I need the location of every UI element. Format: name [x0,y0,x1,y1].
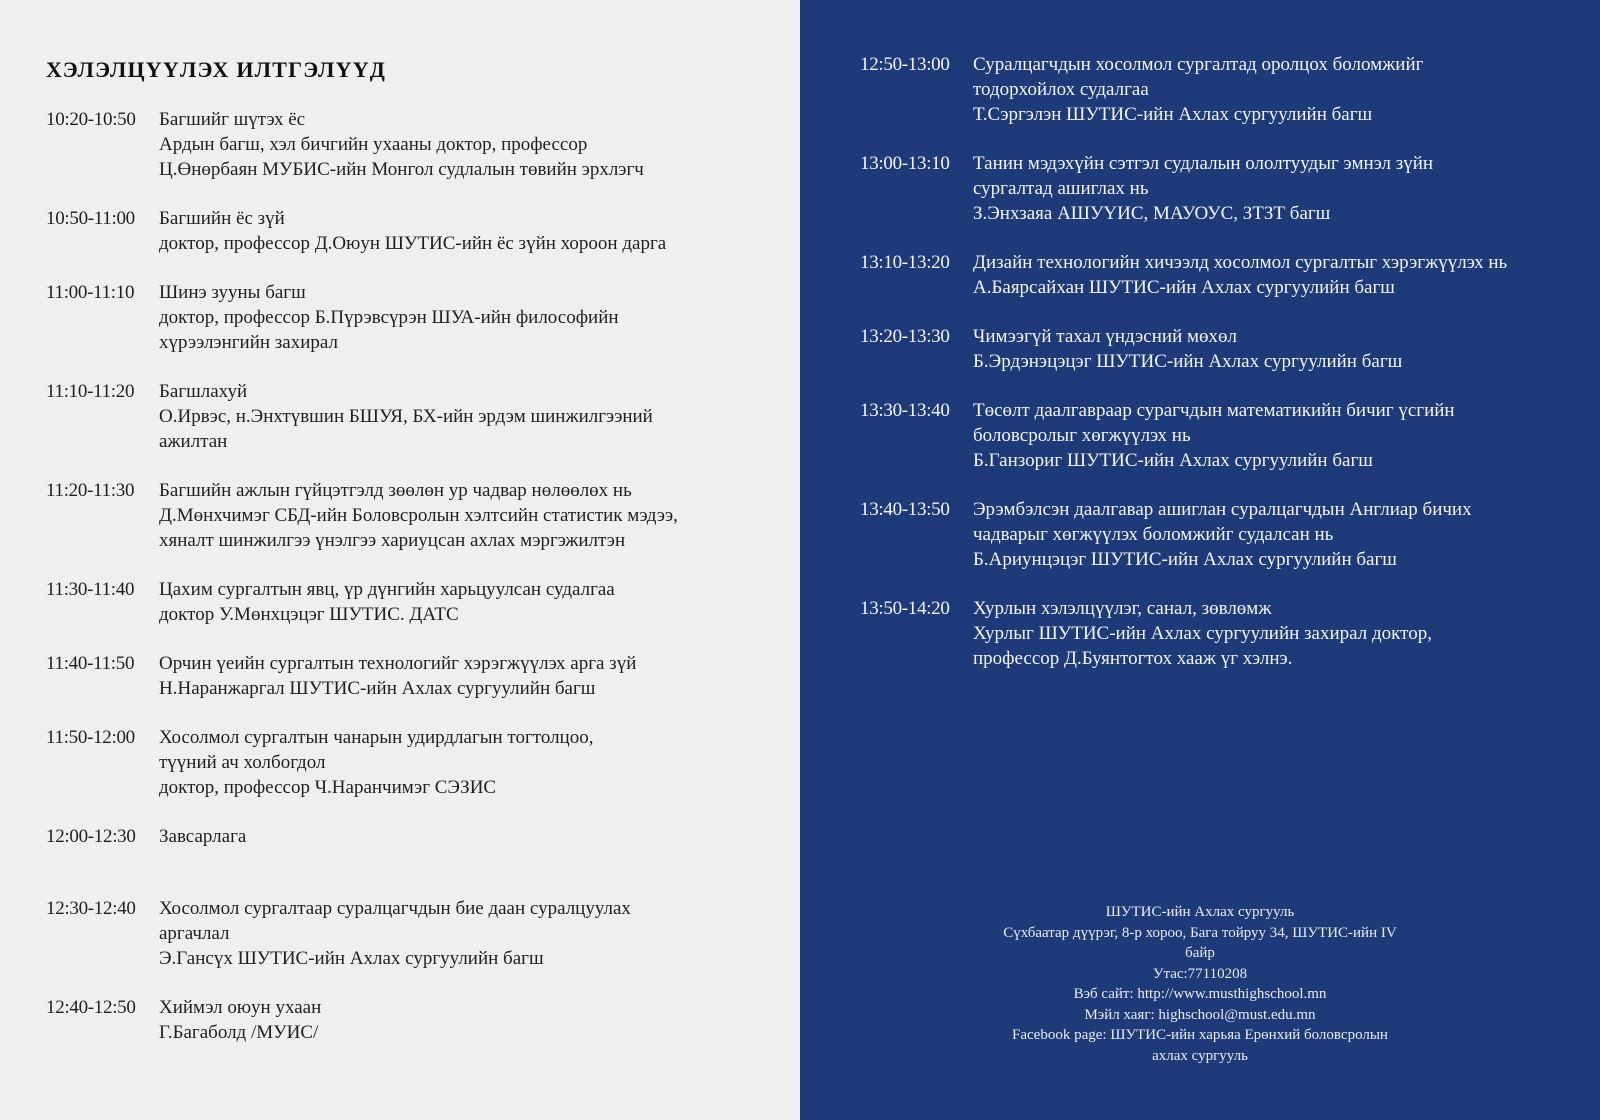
schedule-entry [46,577,800,627]
schedule-details [159,107,800,182]
schedule-time: 11:50-12:00 [46,727,135,748]
talk-title: Багшийн ёс зүй [159,208,285,229]
schedule-entry [860,497,1600,572]
schedule-time: 13:10-13:20 [860,252,950,273]
speaker-info: аргачлал [159,923,230,944]
schedule-entry [46,107,800,182]
schedule-time: 13:40-13:50 [860,499,950,520]
schedule-entry [46,725,800,800]
talk-title: Төсөлт даалгавраар сурагчдын математикийн бичиг үсгийн [973,400,1455,421]
talk-title: Хосолмол сургалтын чанарын удирдлагын тогтолцоо, [159,727,594,748]
schedule-time: 13:50-14:20 [860,598,950,619]
schedule-details [973,596,1600,671]
speaker-info: О.Ирвэс, н.Энхтүвшин БШУЯ, БХ-ийн эрдэм шинжилгээний [159,406,653,427]
talk-title: Хосолмол сургалтаар суралцагчдын бие даан суралцуулах [159,898,631,919]
schedule-entry [46,824,800,849]
speaker-info: Ц.Өнөрбаян МУБИС-ийн Монгол судлалын төвийн эрхлэгч [159,159,644,180]
schedule-time: 13:20-13:30 [860,326,950,347]
schedule-time: 11:00-11:10 [46,282,135,303]
speaker-info: Б.Эрдэнэцэцэг ШУТИС-ийн Ахлах сургуулийн багш [973,351,1403,372]
talk-title: Багшийн ажлын гүйцэтгэлд зөөлөн ур чадвар нөлөөлөх нь [159,480,632,501]
speaker-info: Д.Мөнхчимэг СБД-ийн Боловсролын хэлтсийн статистик мэдээ, [159,505,678,526]
schedule-details [973,250,1600,300]
schedule-entry [860,250,1600,300]
speaker-info: З.Энхзаяа АШУҮИС, МАУОУС, ЗТЗТ багш [973,203,1331,224]
talk-title: Дизайн технологийн хичээлд хосолмол сургалтыг хэрэгжүүлэх нь [973,252,1508,273]
talk-title: Багшийг шүтэх ёс [159,109,306,130]
schedule-entry [46,280,800,355]
contact-footer [800,902,1600,1066]
schedule-entry [46,379,800,454]
schedule-details [159,824,800,849]
footer-line: ШУТИС-ийн Ахлах сургууль [1105,904,1295,920]
talk-title: Суралцагчдын хосолмол сургалтад оролцох боломжийг [973,54,1424,75]
schedule-entry [46,896,800,971]
schedule-details [159,280,800,355]
footer-line: Сүхбаатар дүүрэг, 8-р хороо, Бага тойруу 34, ШУТИС-ийн IV [1003,924,1397,941]
talk-title: Орчин үеийн сургалтын технологийг хэрэгжүүлэх арга зүй [159,653,637,674]
schedule-time: 11:40-11:50 [46,653,135,674]
schedule-time: 11:10-11:20 [46,381,135,402]
schedule-details [973,497,1600,572]
schedule-time: 12:00-12:30 [46,826,136,847]
schedule-entry [860,596,1600,671]
talk-title: Эрэмбэлсэн даалгавар ашиглан суралцагчдын Англиар бичих [973,499,1472,520]
speaker-info: Хурлыг ШУТИС-ийн Ахлах сургуулийн захирал доктор, [973,623,1432,644]
speaker-info: Т.Сэргэлэн ШУТИС-ийн Ахлах сургуулийн багш [973,104,1373,125]
speaker-info: чадварыг хөгжүүлэх боломжийг судалсан нь [973,524,1334,545]
schedule-details [973,324,1600,374]
schedule-time: 13:00-13:10 [860,153,950,174]
speaker-info: сургалтад ашиглах нь [973,178,1149,199]
talk-title: Багшлахуй [159,381,248,402]
speaker-info: доктор, профессор Д.Оюун ШУТИС-ийн ёс зүйн хороон дарга [159,233,667,254]
talk-title: Шинэ зууны багш [159,282,306,303]
speaker-info: Н.Наранжаргал ШУТИС-ийн Ахлах сургуулийн багш [159,678,596,699]
speaker-info: доктор, профессор Б.Пүрэвсүрэн ШУА-ийн философийн [159,307,619,328]
talk-title: Чимээгүй тахал үндэсний мөхөл [973,326,1237,347]
schedule-entry [46,651,800,701]
schedule-details [159,725,800,800]
page-title: ХЭЛЭЛЦҮҮЛЭХ ИЛТГЭЛҮҮД [46,57,387,82]
right-panel [800,0,1600,1120]
speaker-info: Б.Ганзориг ШУТИС-ийн Ахлах сургуулийн багш [973,450,1373,471]
speaker-info: Э.Гансүх ШУТИС-ийн Ахлах сургуулийн багш [159,948,544,969]
schedule-details [159,896,800,971]
speaker-info: доктор У.Мөнхцэцэг ШУТИС. ДАТС [159,604,459,625]
speaker-info: түүний ач холбогдол [159,752,326,773]
schedule-time: 12:50-13:00 [860,54,950,75]
speaker-info: хяналт шинжилгээ үнэлгээ хариуцсан ахлах мэргэжилтэн [159,530,626,551]
speaker-info: Б.Ариунцэцэг ШУТИС-ийн Ахлах сургуулийн багш [973,549,1397,570]
speaker-info: Ардын багш, хэл бичгийн ухааны доктор, профессор [159,134,588,155]
schedule-details [159,206,800,256]
speaker-info: тодорхойлох судалгаа [973,79,1149,100]
schedule-entry [46,478,800,553]
schedule-details [159,577,800,627]
talk-title: Хиймэл оюун ухаан [159,997,322,1018]
schedule-entry [860,324,1600,374]
talk-title: Цахим сургалтын явц, үр дүнгийн харьцуулсан судалгаа [159,579,615,600]
talk-title: Танин мэдэхүйн сэтгэл судлалын ололтуудыг эмнэл зүйн [973,153,1434,174]
speaker-info: ажилтан [159,431,228,452]
schedule-entry [860,398,1600,473]
schedule-entry [860,52,1600,127]
talk-title: Хурлын хэлэлцүүлэг, санал, зөвлөмж [973,598,1272,619]
footer-line: Facebook page: ШУТИС-ийн харьяа Ерөнхий боловсролын [1012,1027,1388,1043]
speaker-info: боловсролыг хөгжүүлэх нь [973,425,1191,446]
schedule-time: 13:30-13:40 [860,400,950,421]
footer-line: байр [1185,945,1215,961]
schedule-details [159,379,800,454]
schedule-time: 11:30-11:40 [46,579,135,600]
schedule-time: 12:40-12:50 [46,997,136,1018]
schedule-entry [860,151,1600,226]
footer-line: Утас:77110208 [1152,965,1248,982]
schedule-details [973,398,1600,473]
schedule-time: 12:30-12:40 [46,898,136,919]
speaker-info: профессор Д.Буянтогтох хааж үг хэлнэ. [973,648,1293,669]
speaker-info: доктор, профессор Ч.Наранчимэг СЭЗИС [159,777,497,798]
schedule-details [159,478,800,553]
schedule-entry [46,206,800,256]
speaker-info: хүрээлэнгийн захирал [159,332,338,353]
schedule-details [159,651,800,701]
right-schedule-list [860,52,1600,671]
schedule-details [159,995,800,1045]
schedule-details [973,52,1600,127]
schedule-entry [46,995,800,1045]
speaker-info: Г.Багаболд /МУИС/ [159,1022,319,1043]
schedule-time: 11:20-11:30 [46,480,135,501]
footer-line: Вэб сайт: http://www.musthighschool.mn [1073,986,1327,1002]
footer-line: Мэйл хаяг: highschool@must.edu.mn [1084,1006,1316,1023]
left-schedule-list [46,107,800,1045]
schedule-details [973,151,1600,226]
schedule-time: 10:50-11:00 [46,208,135,229]
schedule-time: 10:20-10:50 [46,109,136,130]
speaker-info: А.Баярсайхан ШУТИС-ийн Ахлах сургуулийн багш [973,277,1395,298]
talk-title: Завсарлага [159,826,247,847]
footer-line: ахлах сургууль [1152,1047,1248,1064]
